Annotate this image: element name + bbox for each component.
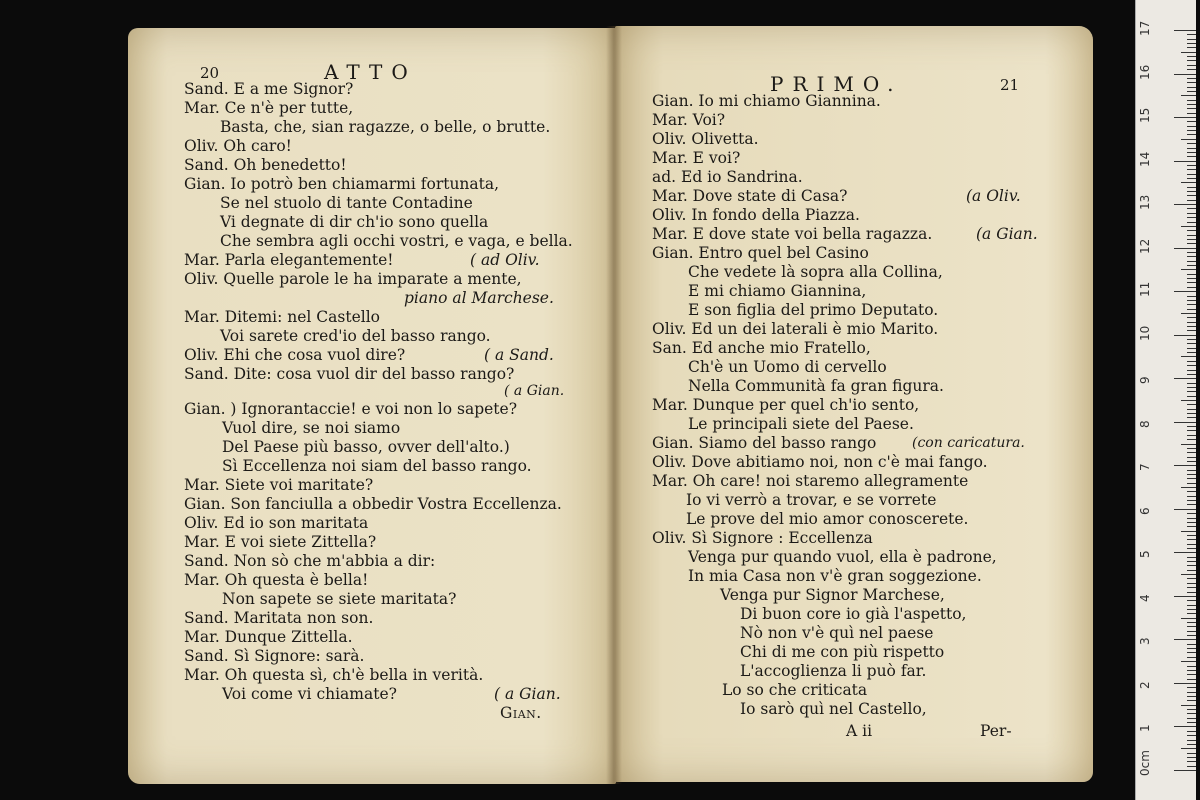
ruler-major-tick [1174, 291, 1196, 292]
stage-direction: ( ad Oliv. [470, 251, 540, 269]
ruler-minor-tick [1187, 622, 1196, 623]
text-line: Mar. Ditemi: nel Castello [184, 308, 381, 326]
ruler-minor-tick [1187, 304, 1196, 305]
ruler-minor-tick [1187, 679, 1196, 680]
ruler-label: 2 [1138, 681, 1152, 689]
ruler-minor-tick [1187, 274, 1196, 275]
ruler-major-tick [1174, 30, 1196, 31]
text-line: Sand. Sì Signore: sarà. [184, 647, 365, 665]
text-line: Mar. Dunque per quel ch'io sento, [652, 396, 920, 414]
ruler-major-tick [1174, 161, 1196, 162]
ruler-major-tick [1174, 465, 1196, 466]
ruler-label: 6 [1138, 507, 1152, 515]
ruler-minor-tick [1187, 213, 1196, 214]
text-line: Mar. Oh questa è bella! [184, 571, 369, 589]
ruler-minor-tick [1187, 365, 1196, 366]
text-line: Sand. Oh benedetto! [184, 156, 347, 174]
text-line: Mar. Oh care! noi staremo allegramente [652, 472, 969, 490]
text-line: Nò non v'è quì nel paese [740, 624, 934, 642]
ruler-minor-tick [1187, 104, 1196, 105]
text-line: Oliv. Ed io son maritata [184, 514, 369, 532]
ruler-minor-tick [1187, 143, 1196, 144]
ruler-major-tick [1174, 552, 1196, 553]
ruler-label: 9 [1138, 376, 1152, 385]
stage-direction: piano al Marchese. [404, 289, 554, 307]
ruler-major-tick [1174, 248, 1196, 249]
catchword: Per- [980, 722, 1012, 740]
ruler-minor-tick [1187, 261, 1196, 262]
ruler-minor-tick [1187, 370, 1196, 371]
text-line: Gian. Io potrò ben chiamarmi fortunata, [184, 175, 500, 193]
ruler-minor-tick [1187, 383, 1196, 384]
stage-direction: (a Oliv. [966, 187, 1021, 205]
text-line: Io sarò quì nel Castello, [740, 700, 927, 718]
ruler-minor-tick [1187, 235, 1196, 236]
ruler-minor-tick [1187, 718, 1196, 719]
text-line: Sand. Maritata non son. [184, 609, 374, 627]
text-line: Se nel stuolo di tante Contadine [220, 194, 473, 212]
ruler-minor-tick [1187, 587, 1196, 588]
ruler-major-tick [1174, 74, 1196, 75]
ruler-label: 10 [1138, 325, 1152, 341]
ruler-major-tick [1174, 770, 1196, 771]
ruler-minor-tick [1187, 413, 1196, 414]
ruler-minor-tick [1181, 269, 1196, 270]
ruler-minor-tick [1187, 526, 1196, 527]
ruler-minor-tick [1187, 461, 1196, 462]
text-line: Nella Communità fa gran figura. [688, 377, 944, 395]
ruler-minor-tick [1187, 570, 1196, 571]
text-line: Oliv. Olivetta. [652, 130, 759, 148]
ruler-minor-tick [1187, 282, 1196, 283]
ruler-minor-tick [1187, 483, 1196, 484]
text-line: E son figlia del primo Deputato. [688, 301, 939, 319]
ruler-minor-tick [1187, 317, 1196, 318]
text-line: Gian. Son fanciulla a obbedir Vostra Eccellenza. [184, 495, 562, 513]
ruler-minor-tick [1187, 165, 1196, 166]
ruler-minor-tick [1187, 87, 1196, 88]
ruler-label: 4 [1138, 594, 1152, 602]
text-line: Ch'è un Uomo di cervello [688, 358, 887, 376]
ruler-minor-tick [1187, 134, 1196, 135]
ruler-minor-tick [1187, 343, 1196, 344]
text-line: Oliv. Dove abitiamo noi, non c'è mai fango. [652, 453, 988, 471]
text-line: Non sapete se siete maritata? [222, 590, 457, 608]
ruler-minor-tick [1187, 609, 1196, 610]
ruler-minor-tick [1187, 613, 1196, 614]
text-line: Chi di me con più rispetto [740, 643, 945, 661]
text-line: Voi come vi chiamate? [222, 685, 397, 703]
text-line: ad. Ed io Sandrina. [652, 168, 803, 186]
ruler-minor-tick [1187, 757, 1196, 758]
ruler-minor-tick [1187, 187, 1196, 188]
ruler-minor-tick [1187, 391, 1196, 392]
ruler-minor-tick [1187, 474, 1196, 475]
stage-direction: (con caricatura. [912, 435, 1025, 451]
ruler-minor-tick [1187, 396, 1196, 397]
ruler-minor-tick [1181, 487, 1196, 488]
ruler-minor-tick [1187, 713, 1196, 714]
stage-direction: (a Gian. [976, 225, 1038, 243]
text-line: Sì Eccellenza noi siam del basso rango. [222, 457, 532, 475]
ruler-minor-tick [1187, 722, 1196, 723]
ruler-major-tick [1174, 596, 1196, 597]
text-line: Gian. Siamo del basso rango [652, 434, 877, 452]
ruler-minor-tick [1187, 330, 1196, 331]
ruler-minor-tick [1181, 618, 1196, 619]
ruler-minor-tick [1187, 43, 1196, 44]
text-line: Mar. Ce n'è per tutte, [184, 99, 354, 117]
ruler-minor-tick [1187, 561, 1196, 562]
page-number-left: 20 [200, 64, 220, 82]
ruler-label: 8 [1138, 420, 1152, 428]
text-line: Io vi verrò a trovar, e se vorrete [686, 491, 937, 509]
text-line: Mar. E voi? [652, 149, 741, 167]
ruler-minor-tick [1181, 52, 1196, 53]
ruler-minor-tick [1187, 452, 1196, 453]
ruler-minor-tick [1187, 518, 1196, 519]
ruler-minor-tick [1187, 404, 1196, 405]
ruler-minor-tick [1187, 435, 1196, 436]
ruler-minor-tick [1187, 191, 1196, 192]
book-gutter [606, 26, 622, 784]
ruler-label: 1 [1138, 724, 1152, 733]
ruler-minor-tick [1187, 692, 1196, 693]
text-line: In mia Casa non v'è gran soggezione. [688, 567, 982, 585]
text-line: Mar. E dove state voi bella ragazza. [652, 225, 933, 243]
ruler-minor-tick [1181, 313, 1196, 314]
text-line: Sand. Non sò che m'abbia a dir: [184, 552, 436, 570]
ruler-label: 0cm [1138, 750, 1152, 776]
text-line: Le principali siete del Paese. [688, 415, 914, 433]
text-line: Oliv. Quelle parole le ha imparate a mente, [184, 270, 522, 288]
ruler-minor-tick [1187, 169, 1196, 170]
ruler-minor-tick [1187, 130, 1196, 131]
text-line: Venga pur Signor Marchese, [720, 586, 945, 604]
ruler-minor-tick [1187, 252, 1196, 253]
ruler-minor-tick [1187, 644, 1196, 645]
ruler-minor-tick [1187, 374, 1196, 375]
text-line: Mar. E voi siete Zittella? [184, 533, 377, 551]
ruler-minor-tick [1187, 504, 1196, 505]
ruler-minor-tick [1187, 578, 1196, 579]
ruler-minor-tick [1181, 705, 1196, 706]
catchword: Gian. [500, 704, 542, 722]
ruler-minor-tick [1181, 531, 1196, 532]
text-line: Oliv. Sì Signore : Eccellenza [652, 529, 873, 547]
ruler-minor-tick [1187, 113, 1196, 114]
ruler-minor-tick [1187, 222, 1196, 223]
ruler-minor-tick [1187, 430, 1196, 431]
text-line: Basta, che, sian ragazze, o belle, o brutte. [220, 118, 551, 136]
text-line: Mar. Oh questa sì, ch'è bella in verità. [184, 666, 484, 684]
ruler-minor-tick [1187, 47, 1196, 48]
ruler-minor-tick [1187, 265, 1196, 266]
ruler-minor-tick [1187, 322, 1196, 323]
ruler-minor-tick [1187, 635, 1196, 636]
ruler-minor-tick [1187, 100, 1196, 101]
ruler-minor-tick [1187, 108, 1196, 109]
ruler-minor-tick [1187, 439, 1196, 440]
ruler-minor-tick [1187, 148, 1196, 149]
ruler-minor-tick [1181, 139, 1196, 140]
ruler-minor-tick [1187, 174, 1196, 175]
ruler-minor-tick [1187, 522, 1196, 523]
ruler-major-tick [1174, 639, 1196, 640]
ruler-minor-tick [1187, 478, 1196, 479]
ruler-minor-tick [1181, 574, 1196, 575]
ruler-minor-tick [1187, 352, 1196, 353]
ruler-minor-tick [1187, 648, 1196, 649]
ruler-minor-tick [1187, 592, 1196, 593]
ruler-minor-tick [1187, 605, 1196, 606]
ruler-minor-tick [1187, 761, 1196, 762]
ruler-major-tick [1174, 726, 1196, 727]
ruler-major-tick [1174, 378, 1196, 379]
text-line: Oliv. Ehi che cosa vuol dire? [184, 346, 406, 364]
text-line: Mar. Parla elegantemente! [184, 251, 394, 269]
ruler-minor-tick [1187, 731, 1196, 732]
ruler-minor-tick [1187, 195, 1196, 196]
ruler-minor-tick [1187, 56, 1196, 57]
ruler-label: 14 [1138, 151, 1152, 167]
text-line: Gian. Entro quel bel Casino [652, 244, 869, 262]
text-line: Del Paese più basso, ovver dell'alto.) [222, 438, 510, 456]
text-line: Oliv. Ed un dei laterali è mio Marito. [652, 320, 939, 338]
ruler-minor-tick [1187, 657, 1196, 658]
ruler-minor-tick [1187, 709, 1196, 710]
ruler-label: 13 [1138, 194, 1152, 211]
ruler-minor-tick [1187, 496, 1196, 497]
text-line: Mar. Dunque Zittella. [184, 628, 353, 646]
ruler-minor-tick [1187, 60, 1196, 61]
text-line: Che sembra agli occhi vostri, e vaga, e bella. [220, 232, 573, 250]
ruler-minor-tick [1187, 735, 1196, 736]
ruler-minor-tick [1187, 674, 1196, 675]
text-line: Mar. Dove state di Casa? [652, 187, 848, 205]
text-line: Mar. Voi? [652, 111, 726, 129]
ruler-minor-tick [1187, 631, 1196, 632]
ruler-minor-tick [1187, 121, 1196, 122]
ruler-major-tick [1174, 509, 1196, 510]
ruler-minor-tick [1187, 740, 1196, 741]
ruler-major-tick [1174, 335, 1196, 336]
ruler-minor-tick [1181, 400, 1196, 401]
text-line: Gian. ) Ignorantaccie! e voi non lo sapete? [184, 400, 518, 418]
ruler-minor-tick [1187, 300, 1196, 301]
ruler-major-tick [1174, 683, 1196, 684]
ruler-label: 17 [1138, 20, 1152, 36]
ruler-minor-tick [1187, 200, 1196, 201]
stage-direction: ( a Sand. [484, 346, 554, 364]
ruler-minor-tick [1187, 208, 1196, 209]
ruler-minor-tick [1181, 226, 1196, 227]
ruler-minor-tick [1187, 426, 1196, 427]
ruler-minor-tick [1187, 470, 1196, 471]
ruler-minor-tick [1187, 535, 1196, 536]
text-line: Venga pur quando vuol, ella è padrone, [688, 548, 997, 566]
stage-direction: ( a Gian. [504, 383, 565, 399]
text-line: Vuol dire, se noi siamo [222, 419, 401, 437]
ruler-minor-tick [1187, 230, 1196, 231]
ruler-minor-tick [1187, 65, 1196, 66]
ruler-minor-tick [1187, 626, 1196, 627]
ruler-minor-tick [1187, 448, 1196, 449]
ruler-minor-tick [1187, 652, 1196, 653]
text-line: Lo so che criticata [722, 681, 868, 699]
ruler-minor-tick [1187, 239, 1196, 240]
ruler-label: 7 [1138, 463, 1152, 472]
ruler-minor-tick [1187, 417, 1196, 418]
ruler-minor-tick [1187, 178, 1196, 179]
ruler-label: 16 [1138, 64, 1152, 80]
ruler-minor-tick [1187, 34, 1196, 35]
ruler-minor-tick [1181, 748, 1196, 749]
ruler-label: 11 [1138, 281, 1152, 298]
ruler-minor-tick [1187, 361, 1196, 362]
ruler-minor-tick [1187, 296, 1196, 297]
ruler-minor-tick [1187, 339, 1196, 340]
running-header-left: ATTO [324, 60, 417, 84]
ruler-minor-tick [1187, 687, 1196, 688]
ruler-minor-tick [1187, 243, 1196, 244]
signature-mark: A ii [846, 722, 873, 740]
stage-direction: ( a Gian. [494, 685, 561, 703]
ruler-minor-tick [1187, 39, 1196, 40]
text-line: Oliv. Oh caro! [184, 137, 292, 155]
ruler-minor-tick [1187, 309, 1196, 310]
ruler-minor-tick [1187, 387, 1196, 388]
ruler-minor-tick [1187, 152, 1196, 153]
ruler-minor-tick [1187, 457, 1196, 458]
ruler-minor-tick [1187, 156, 1196, 157]
ruler-minor-tick [1181, 444, 1196, 445]
ruler-major-tick [1174, 422, 1196, 423]
ruler-label: 12 [1138, 238, 1152, 254]
running-header-right: PRIMO. [770, 72, 903, 96]
text-line: Che vedete là sopra alla Collina, [688, 263, 943, 281]
ruler-minor-tick [1187, 666, 1196, 667]
ruler-minor-tick [1187, 583, 1196, 584]
ruler-label: 5 [1138, 550, 1152, 559]
text-line: San. Ed anche mio Fratello, [652, 339, 871, 357]
text-line: Gian. Io mi chiamo Giannina. [652, 92, 881, 110]
ruler-minor-tick [1187, 217, 1196, 218]
ruler-minor-tick [1187, 744, 1196, 745]
ruler-minor-tick [1187, 513, 1196, 514]
ruler-minor-tick [1187, 500, 1196, 501]
ruler-minor-tick [1187, 696, 1196, 697]
text-line: Mar. Siete voi maritate? [184, 476, 374, 494]
ruler-minor-tick [1187, 348, 1196, 349]
ruler-minor-tick [1187, 548, 1196, 549]
ruler-minor-tick [1187, 409, 1196, 410]
ruler-minor-tick [1187, 82, 1196, 83]
page-number-right: 21 [1000, 76, 1020, 94]
text-line: Di buon core io già l'aspetto, [740, 605, 967, 623]
ruler-minor-tick [1187, 78, 1196, 79]
ruler-minor-tick [1187, 69, 1196, 70]
ruler-minor-tick [1181, 182, 1196, 183]
ruler-minor-tick [1187, 557, 1196, 558]
text-line: Sand. E a me Signor? [184, 80, 354, 98]
text-line: Le prove del mio amor conoscerete. [686, 510, 969, 528]
text-line: Vi degnate di dir ch'io sono quella [220, 213, 489, 231]
ruler-major-tick [1174, 117, 1196, 118]
text-line: E mi chiamo Giannina, [688, 282, 867, 300]
ruler-minor-tick [1187, 753, 1196, 754]
ruler-minor-tick [1187, 766, 1196, 767]
ruler-minor-tick [1187, 256, 1196, 257]
measurement-ruler [1135, 0, 1196, 800]
ruler-minor-tick [1187, 91, 1196, 92]
ruler-minor-tick [1187, 126, 1196, 127]
text-line: Voi sarete cred'io del basso rango. [220, 327, 491, 345]
ruler-minor-tick [1187, 600, 1196, 601]
ruler-minor-tick [1187, 670, 1196, 671]
ruler-minor-tick [1187, 491, 1196, 492]
ruler-minor-tick [1187, 565, 1196, 566]
ruler-minor-tick [1187, 287, 1196, 288]
ruler-minor-tick [1187, 539, 1196, 540]
ruler-major-tick [1174, 204, 1196, 205]
ruler-minor-tick [1187, 700, 1196, 701]
text-line: Oliv. In fondo della Piazza. [652, 206, 860, 224]
text-line: L'accoglienza li può far. [740, 662, 927, 680]
ruler-label: 3 [1138, 637, 1152, 646]
ruler-minor-tick [1181, 356, 1196, 357]
ruler-minor-tick [1181, 661, 1196, 662]
ruler-minor-tick [1181, 95, 1196, 96]
text-line: Sand. Dite: cosa vuol dir del basso rango? [184, 365, 515, 383]
ruler-minor-tick [1187, 326, 1196, 327]
ruler-label: 15 [1138, 107, 1152, 124]
ruler-minor-tick [1187, 544, 1196, 545]
ruler-minor-tick [1187, 278, 1196, 279]
